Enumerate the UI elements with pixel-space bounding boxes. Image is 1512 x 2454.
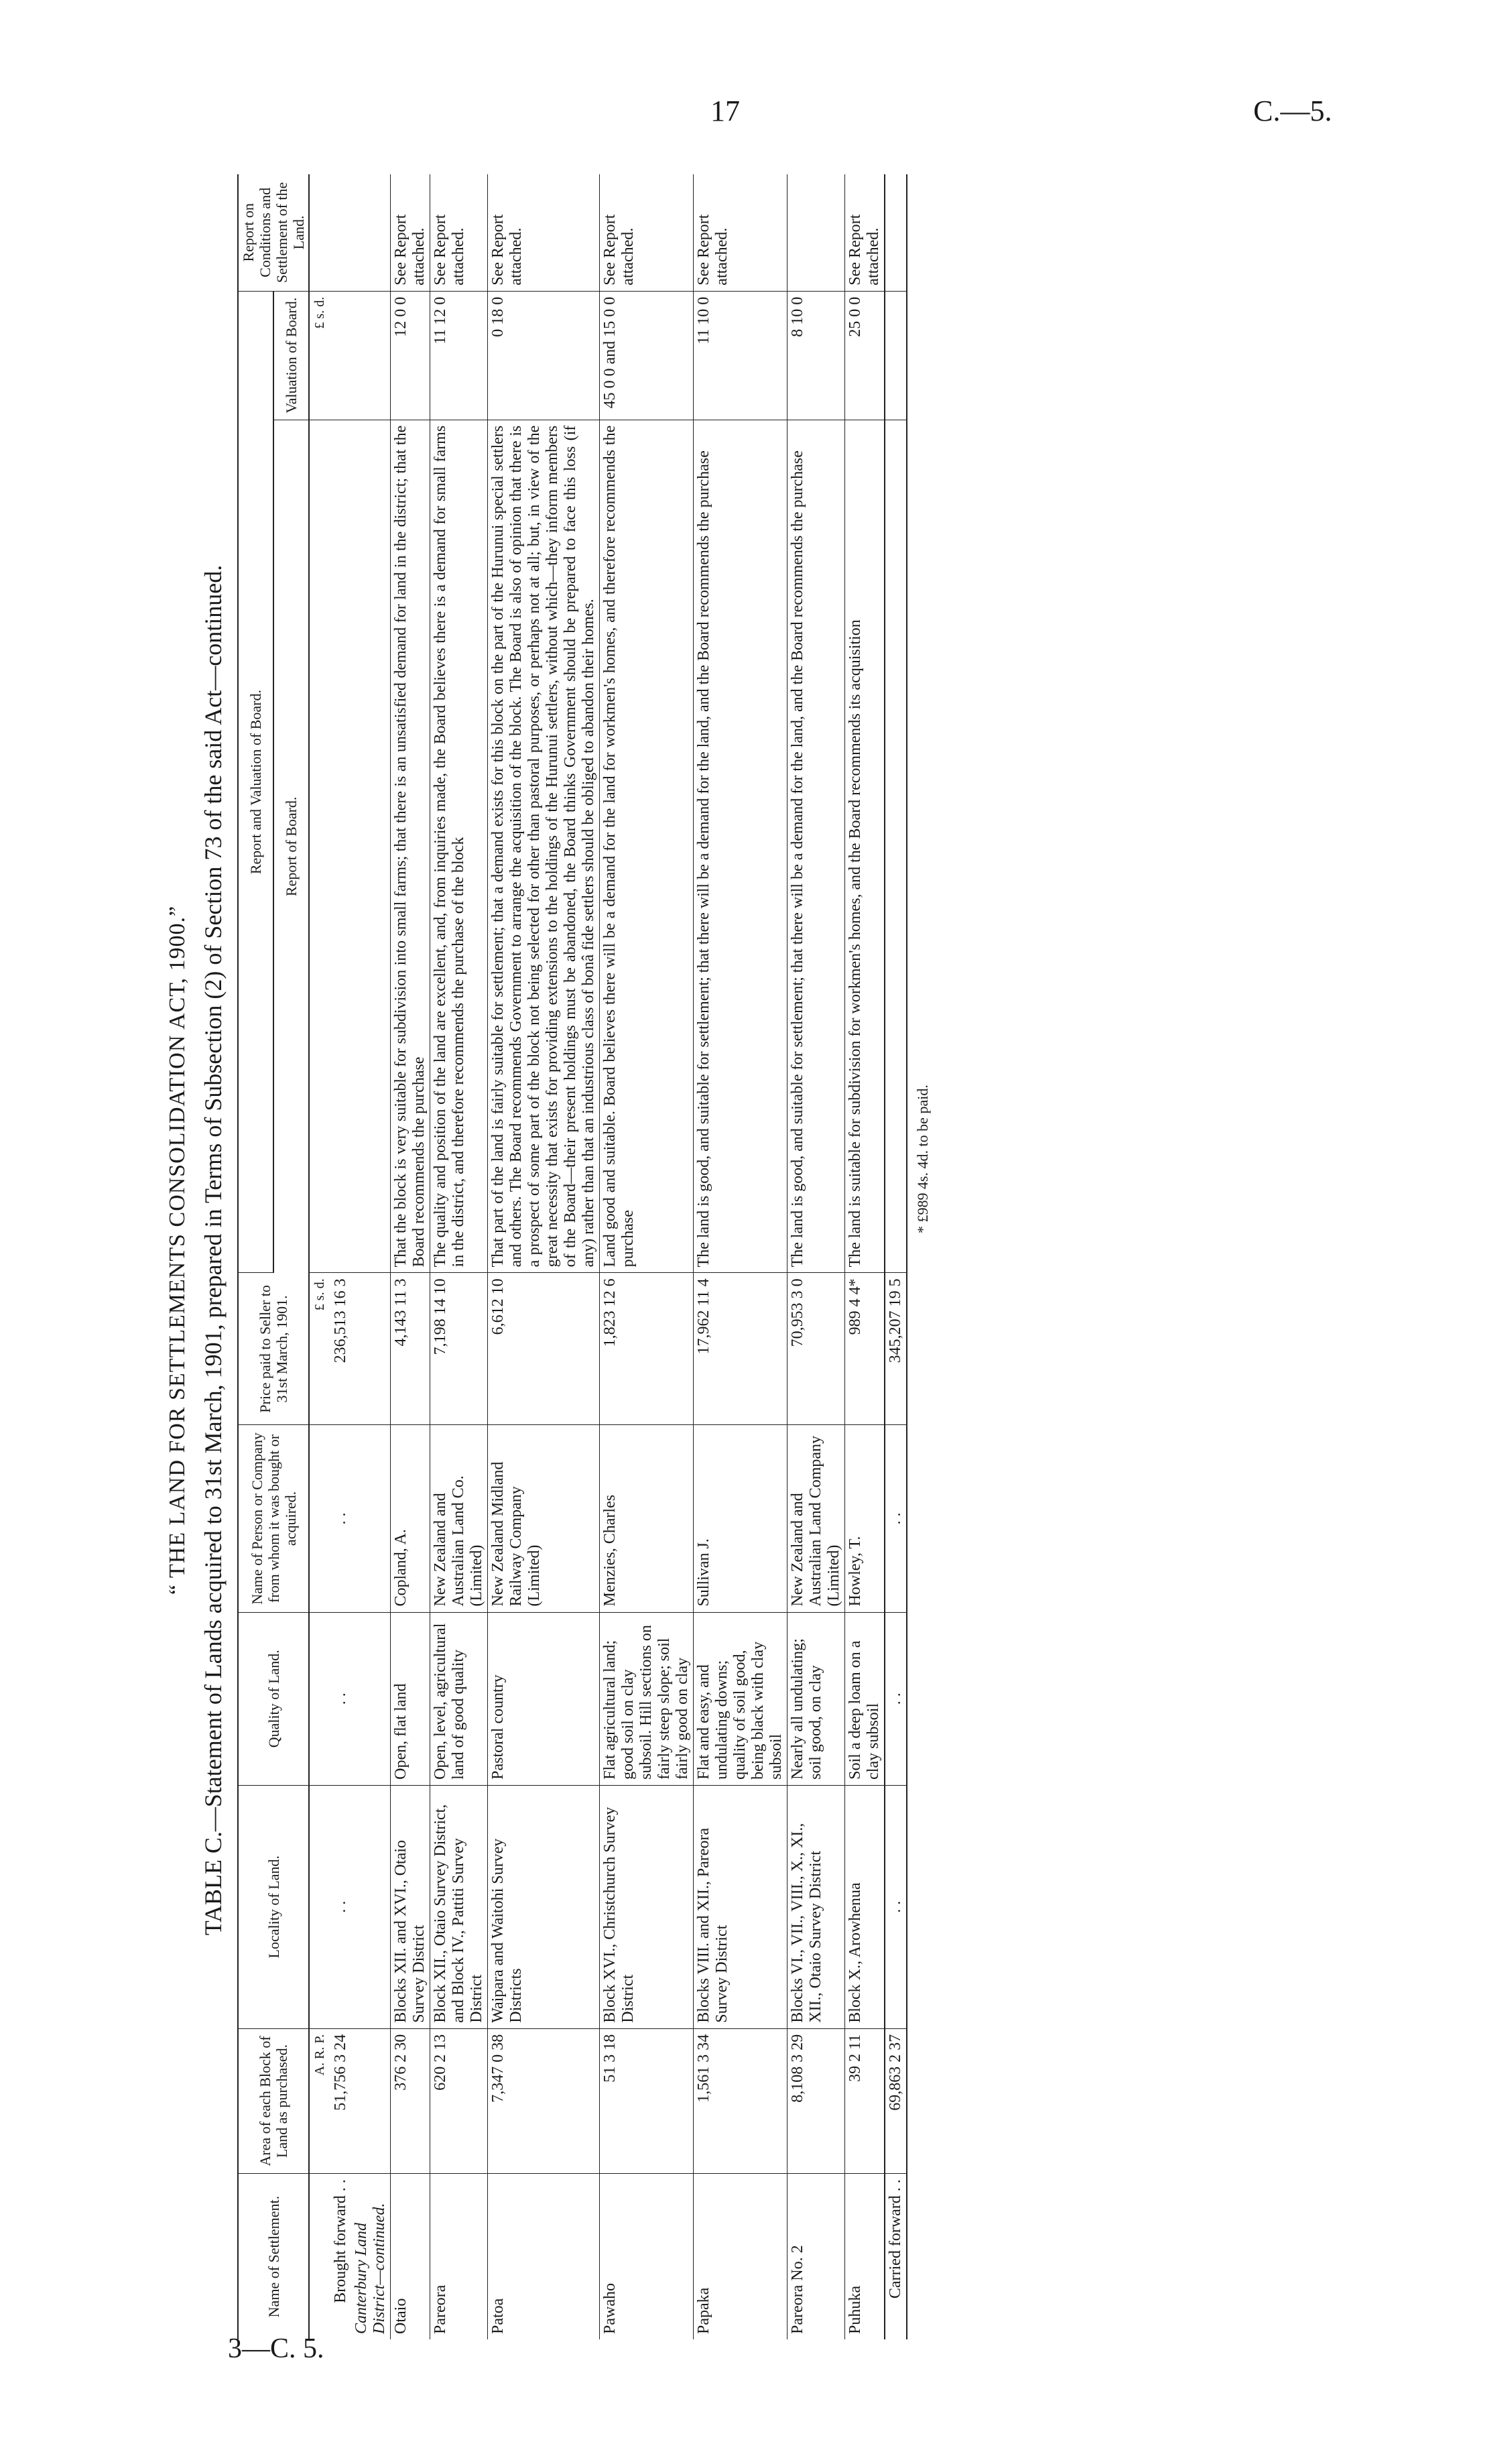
cell-valuation: 12 0 0 xyxy=(391,291,430,420)
cell-name: Pareora xyxy=(430,2174,488,2339)
col-valuation: Valuation of Board. xyxy=(273,291,309,420)
cell-report: The land is good, and suitable for settlement; that there will be a demand for the land, and the Board recommends the purchase xyxy=(788,420,845,1273)
brought-forward-label: Brought forward . . xyxy=(332,2179,349,2303)
cell-person: Sullivan J. xyxy=(694,1425,788,1612)
cell-area: 51 3 18 xyxy=(600,2028,694,2173)
carried-forward-row: Carried forward . . 69,863 2 37 . . . . . . 345,207 19 5 xyxy=(885,174,907,2339)
cell-area: 1,561 3 34 xyxy=(694,2028,788,2173)
cell-locality: Waipara and Waitohi Survey Districts xyxy=(488,1785,600,2028)
page-reference: C.—5. xyxy=(1253,95,1332,127)
cell-price: 7,198 14 10 xyxy=(430,1273,488,1425)
table-row xyxy=(488,174,600,2339)
cell-report: The land is good, and suitable for settlement; that there will be a demand for the land, and the Board recommends the purchase xyxy=(694,420,788,1273)
unit-valuation: £ s. d. xyxy=(309,291,330,420)
table-row xyxy=(391,174,430,2339)
cell-valuation: 45 0 0 and 15 0 0 xyxy=(600,291,694,420)
cell-valuation: 11 10 0 xyxy=(694,291,788,420)
district-label: Canterbury Land District—continued. xyxy=(353,2203,388,2334)
table-row xyxy=(788,174,845,2339)
cell-area: 39 2 11 xyxy=(845,2028,885,2173)
table-row xyxy=(694,174,788,2339)
table-row xyxy=(430,174,488,2339)
col-report-group: Report and Valuation of Board. xyxy=(238,291,273,1273)
col-price: Price paid to Seller to 31st March, 1901. xyxy=(238,1273,309,1425)
table-row xyxy=(845,174,885,2339)
cell-person: New Zealand and Australian Land Company (Limited) xyxy=(788,1425,845,1612)
cell-price: 6,612 10 xyxy=(488,1273,600,1425)
cell-valuation: 0 18 0 xyxy=(488,291,600,420)
col-locality: Locality of Land. xyxy=(238,1785,309,2028)
col-quality: Quality of Land. xyxy=(238,1612,309,1785)
col-settlement: Report on Conditions and Settlement of the Land. xyxy=(238,174,309,291)
rotated-table-area xyxy=(161,161,1327,2339)
table-row xyxy=(600,174,694,2339)
cell-locality: Blocks XII. and XVI., Otaio Survey District xyxy=(391,1785,430,2028)
cell-person: Howley, T. xyxy=(845,1425,885,1612)
cell-price: 17,962 11 4 xyxy=(694,1273,788,1425)
carried-forward-label: Carried forward . . xyxy=(885,2174,907,2339)
cell-settlement xyxy=(788,174,845,291)
cell-area: 376 2 30 xyxy=(391,2028,430,2173)
cell-locality: Block X., Arowhenua xyxy=(845,1785,885,2028)
cell-locality: Blocks VI., VII., VIII., X., XI., XII., Otaio Survey District xyxy=(788,1785,845,2028)
cell-report: The land is suitable for subdivision for workmen's homes, and the Board recommends its acquisition xyxy=(845,420,885,1273)
cell-name: Pawaho xyxy=(600,2174,694,2339)
cell-name: Pareora No. 2 xyxy=(788,2174,845,2339)
carried-forward-price: 345,207 19 5 xyxy=(885,1273,907,1425)
cell-price: 989 4 4* xyxy=(845,1273,885,1425)
cell-area: 620 2 13 xyxy=(430,2028,488,2173)
cell-name: Papaka xyxy=(694,2174,788,2339)
cell-name: Puhuka xyxy=(845,2174,885,2339)
cell-person: Menzies, Charles xyxy=(600,1425,694,1612)
cell-person: New Zealand and Australian Land Co. (Limited) xyxy=(430,1425,488,1612)
cell-report: Land good and suitable. Board believes there will be a demand for the land for workmen's homes, and therefore recommends the purchase xyxy=(600,420,694,1273)
cell-price: 70,953 3 0 xyxy=(788,1273,845,1425)
footer-reference: 3—C. 5. xyxy=(228,2333,324,2364)
cell-settlement: See Report attached. xyxy=(845,174,885,291)
cell-person: Copland, A. xyxy=(391,1425,430,1612)
act-title: “ THE LAND FOR SETTLEMENTS CONSOLIDATION ACT, 1900.” xyxy=(165,905,190,1595)
cell-price: 4,143 11 3 xyxy=(391,1273,430,1425)
cell-quality: Nearly all undulating; soil good, on clay xyxy=(788,1612,845,1785)
cell-price: 1,823 12 6 xyxy=(600,1273,694,1425)
cell-quality: Flat agricultural land; good soil on clay subsoil. Hill sections on fairly steep slope; soil fairly good on clay xyxy=(600,1612,694,1785)
page-number: 17 xyxy=(710,95,740,127)
cell-person: New Zealand Midland Railway Company (Limited) xyxy=(488,1425,600,1612)
cell-valuation: 11 12 0 xyxy=(430,291,488,420)
cell-report: That the block is very suitable for subdivision into small farms; that there is an unsatisfied demand for land in the district; that the Board recommends the purchase xyxy=(391,420,430,1273)
cell-settlement: See Report attached. xyxy=(694,174,788,291)
cell-settlement: See Report attached. xyxy=(600,174,694,291)
brought-forward-area: 51,756 3 24 xyxy=(330,2028,351,2173)
cell-valuation: 25 0 0 xyxy=(845,291,885,420)
cell-name: Otaio xyxy=(391,2174,430,2339)
col-area: Area of each Block of Land as purchased. xyxy=(238,2028,309,2173)
brought-forward-price: 236,513 16 3 xyxy=(330,1273,351,1425)
cell-settlement: See Report attached. xyxy=(391,174,430,291)
cell-quality: Open, flat land xyxy=(391,1612,430,1785)
carried-forward-area: 69,863 2 37 xyxy=(885,2028,907,2173)
cell-settlement: See Report attached. xyxy=(430,174,488,291)
settlement-table xyxy=(237,174,907,2339)
district-row xyxy=(351,174,391,2339)
col-person: Name of Person or Company from whom it was bought or acquired. xyxy=(238,1425,309,1612)
unit-price: £ s. d. xyxy=(309,1273,330,1425)
cell-area: 8,108 3 29 xyxy=(788,2028,845,2173)
cell-valuation: 8 10 0 xyxy=(788,291,845,420)
unit-area: A. R. P. xyxy=(309,2028,330,2173)
cell-locality: Blocks VIII. and XII., Pareora Survey District xyxy=(694,1785,788,2028)
cell-name: Patoa xyxy=(488,2174,600,2339)
cell-report: The quality and position of the land are excellent, and, from inquiries made, the Board believes there is a demand for small farms in the district, and therefore recommends the purchase of the block xyxy=(430,420,488,1273)
cell-quality: Soil a deep loam on a clay subsoil xyxy=(845,1612,885,1785)
cell-quality: Pastoral country xyxy=(488,1612,600,1785)
brought-forward-row: Brought forward . . 51,756 3 24 . . . . . . 236,513 16 3 xyxy=(330,174,351,2339)
cell-report: That part of the land is fairly suitable for settlement; that a demand exists for this block on the part of the Hurunui special settlers and others. The Board recommends Government to arrange the acquisition of the block. The Board is also of opinion that there is a prospect of some part of the block not being selected for other than pastoral purposes, or perhaps not at all; but, in view of the great necessity that exists for providing extensions to the holdings of the Hurunui settlers, without which—they inform members of the Board—their present holdings must be abandoned, the Board thinks Government should be prepared to face this loss (if any) rather than that an industrious class of bonâ fide settlers should be obliged to abandon their homes. xyxy=(488,420,600,1273)
cell-settlement: See Report attached. xyxy=(488,174,600,291)
table-label: TABLE C.—Statement of Lands acquired to 31st March, 1901, prepared in Terms of Subsection (2) of Section 73 of the said Act—continued. xyxy=(200,564,227,1936)
cell-quality: Flat and easy, and undulating downs; quality of soil good, being black with clay subsoil xyxy=(694,1612,788,1785)
cell-quality: Open, level, agricultural land of good quality xyxy=(430,1612,488,1785)
cell-locality: Block XII., Otaio Survey District, and Block IV., Pattiti Survey District xyxy=(430,1785,488,2028)
footnote: * £989 4s. 4d. to be paid. xyxy=(914,1085,931,1233)
col-name: Name of Settlement. xyxy=(238,2174,309,2339)
cell-area: 7,347 0 38 xyxy=(488,2028,600,2173)
cell-locality: Block XVI., Christchurch Survey District xyxy=(600,1785,694,2028)
col-report: Report of Board. xyxy=(273,420,309,1273)
